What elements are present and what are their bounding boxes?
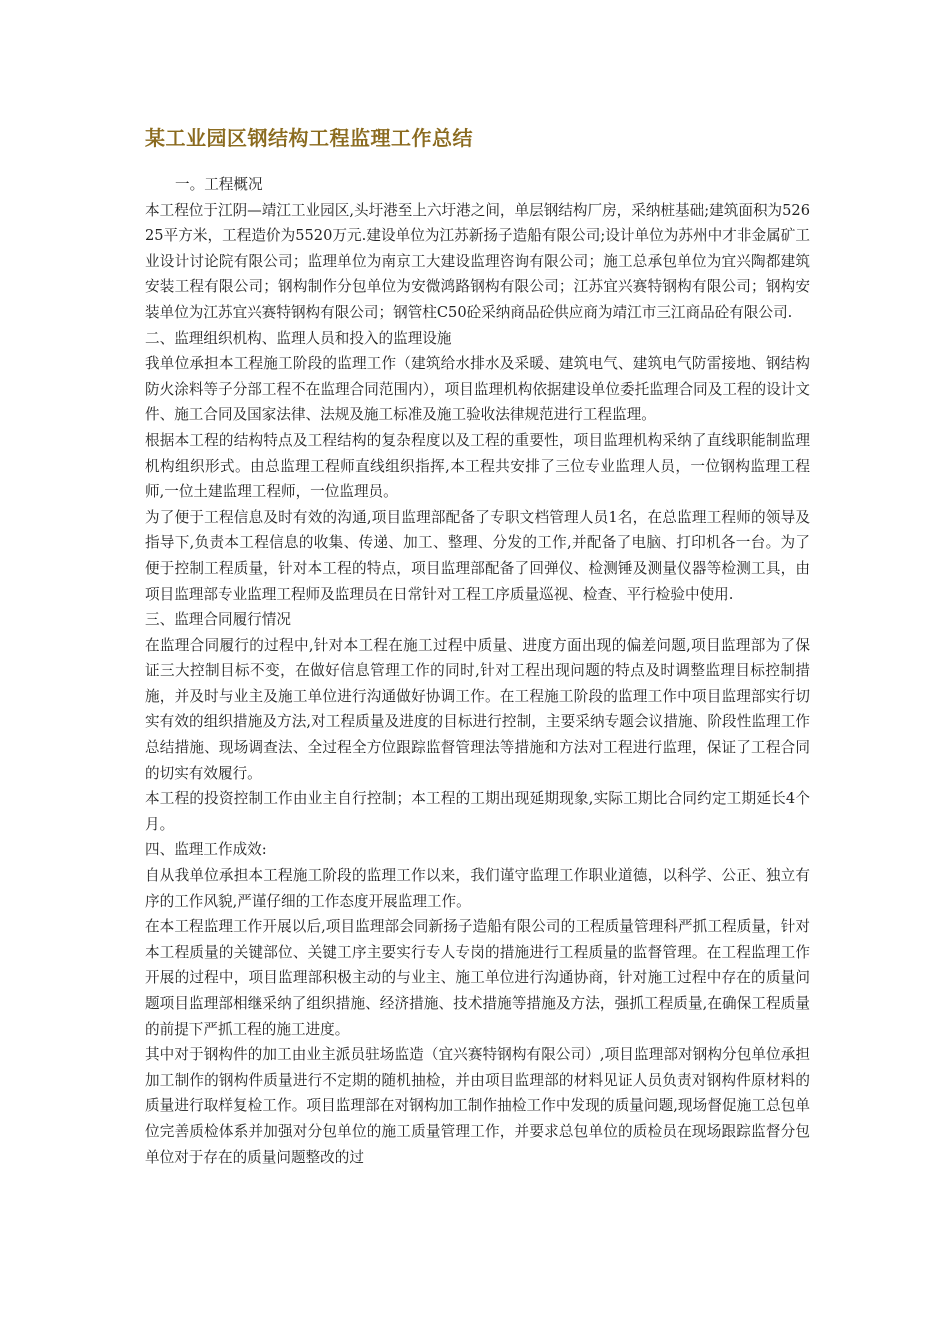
paragraph-facilities: 为了便于工程信息及时有效的沟通,项目监理部配备了专职文档管理人员1名，在总监理工程师的领导及指导下,负责本工程信息的收集、传递、加工、整理、分发的工作,并配备了电脑、打印机各一台。为了便于控制工程质量，针对本工程的特点，项目监理部配备了回弹仪、检测锤及测量仪器等检测工具，由项目监理部专业监理工程师及监理员在日常针对工程工序质量巡视、检查、平行检验中使用.: [145, 508, 810, 603]
paragraph-schedule: 本工程的投资控制工作由业主自行控制；本工程的工期出现延期现象,实际工期比合同约定工期延长4个月。: [145, 790, 810, 833]
section-heading-overview: 一。工程概况: [175, 176, 263, 193]
section-heading-organization: 二、监理组织机构、监理人员和投入的监理设施: [145, 329, 452, 347]
document-title: 某工业园区钢结构工程监理工作总结: [145, 126, 473, 150]
paragraph-organization-form: 根据本工程的结构特点及工程结构的复杂程度以及工程的重要性，项目监理机构采纳了直线职能制监理机构组织形式。由总监理工程师直线组织指挥,本工程共安排了三位专业监理人员，一位钢构监理工程师,一位土建监理工程师，一位监理员。: [145, 431, 810, 501]
paragraph-steel-inspection: 其中对于钢构件的加工由业主派员驻场监造（宜兴赛特钢构有限公司）,项目监理部对钢构分包单位承担加工制作的钢构件质量进行不定期的随机抽检，并由项目监理部的材料见证人员负责对钢构件原材料的质量进行取样复检工作。项目监理部在对钢构加工制作抽检工作中发现的质量问题,现场督促施工总包单位完善质检体系并加强对分包单位的施工质量管理工作，并要求总包单位的质检员在现场跟踪监督分包单位对于存在的质量问题整改的过: [145, 1046, 810, 1166]
section-heading-results: 四、监理工作成效:: [145, 841, 267, 859]
paragraph-quality-management: 在本工程监理工作开展以后,项目监理部会同新扬子造船有限公司的工程质量管理科严抓工程质量，针对本工程质量的关键部位、关键工序主要实行专人专岗的措施进行工程质量的监督管理。在工程监理工作开展的过程中，项目监理部积极主动的与业主、施工单位进行沟通协商，针对施工过程中存在的质量问题项目监理部相继采纳了组织措施、经济措施、技术措施等措施及方法，强抓工程质量,在确保工程质量的前提下严抓工程的施工进度。: [145, 918, 810, 1038]
paragraph-contract-performance: 在监理合同履行的过程中,针对本工程在施工过程中质量、进度方面出现的偏差问题,项目监理部为了保证三大控制目标不变，在做好信息管理工作的同时,针对工程出现问题的特点及时调整监理目标控制措施，并及时与业主及施工单位进行沟通做好协调工作。在工程施工阶段的监理工作中项目监理部实行切实有效的组织措施及方法,对工程质量及进度的目标进行控制，主要采纳专题会议措施、阶段性监理工作总结措施、现场调查法、全过程全方位跟踪监督管理法等措施和方法对工程进行监理，保证了工程合同的切实有效履行。: [145, 636, 810, 782]
section-heading-contract: 三、监理合同履行情况: [145, 611, 291, 629]
paragraph-project-overview: 本工程位于江阴—靖江工业园区,头圩港至上六圩港之间，单层钢结构厂房，采纳桩基础;建筑面积为52625平方米，工程造价为5520万元.建设单位为江苏新扬子造船有限公司;设计单位为苏州中才非金属矿工业设计讨论院有限公司；监理单位为南京工大建设监理咨询有限公司；施工总承包单位为宜兴陶都建筑安装工程有限公司；钢构制作分包单位为安微鸿路钢构有限公司；江苏宜兴赛特钢构有限公司；钢构安装单位为江苏宜兴赛特钢构有限公司；钢管柱C50砼采纳商品砼供应商为靖江市三江商品砼有限公司.: [145, 201, 810, 321]
paragraph-scope: 我单位承担本工程施工阶段的监理工作（建筑给水排水及采暖、建筑电气、建筑电气防雷接地、钢结构防火涂料等子分部工程不在监理合同范围内），项目监理机构依据建设单位委托监理合同及工程的设计文件、施工合同及国家法律、法规及施工标准及施工验收法律规范进行工程监理。: [145, 355, 810, 424]
paragraph-ethics: 自从我单位承担本工程施工阶段的监理工作以来，我们谨守监理工作职业道德，以科学、公正、独立有序的工作风貌,严谨仔细的工作态度开展监理工作。: [145, 867, 810, 910]
document-body: [145, 172, 810, 1170]
